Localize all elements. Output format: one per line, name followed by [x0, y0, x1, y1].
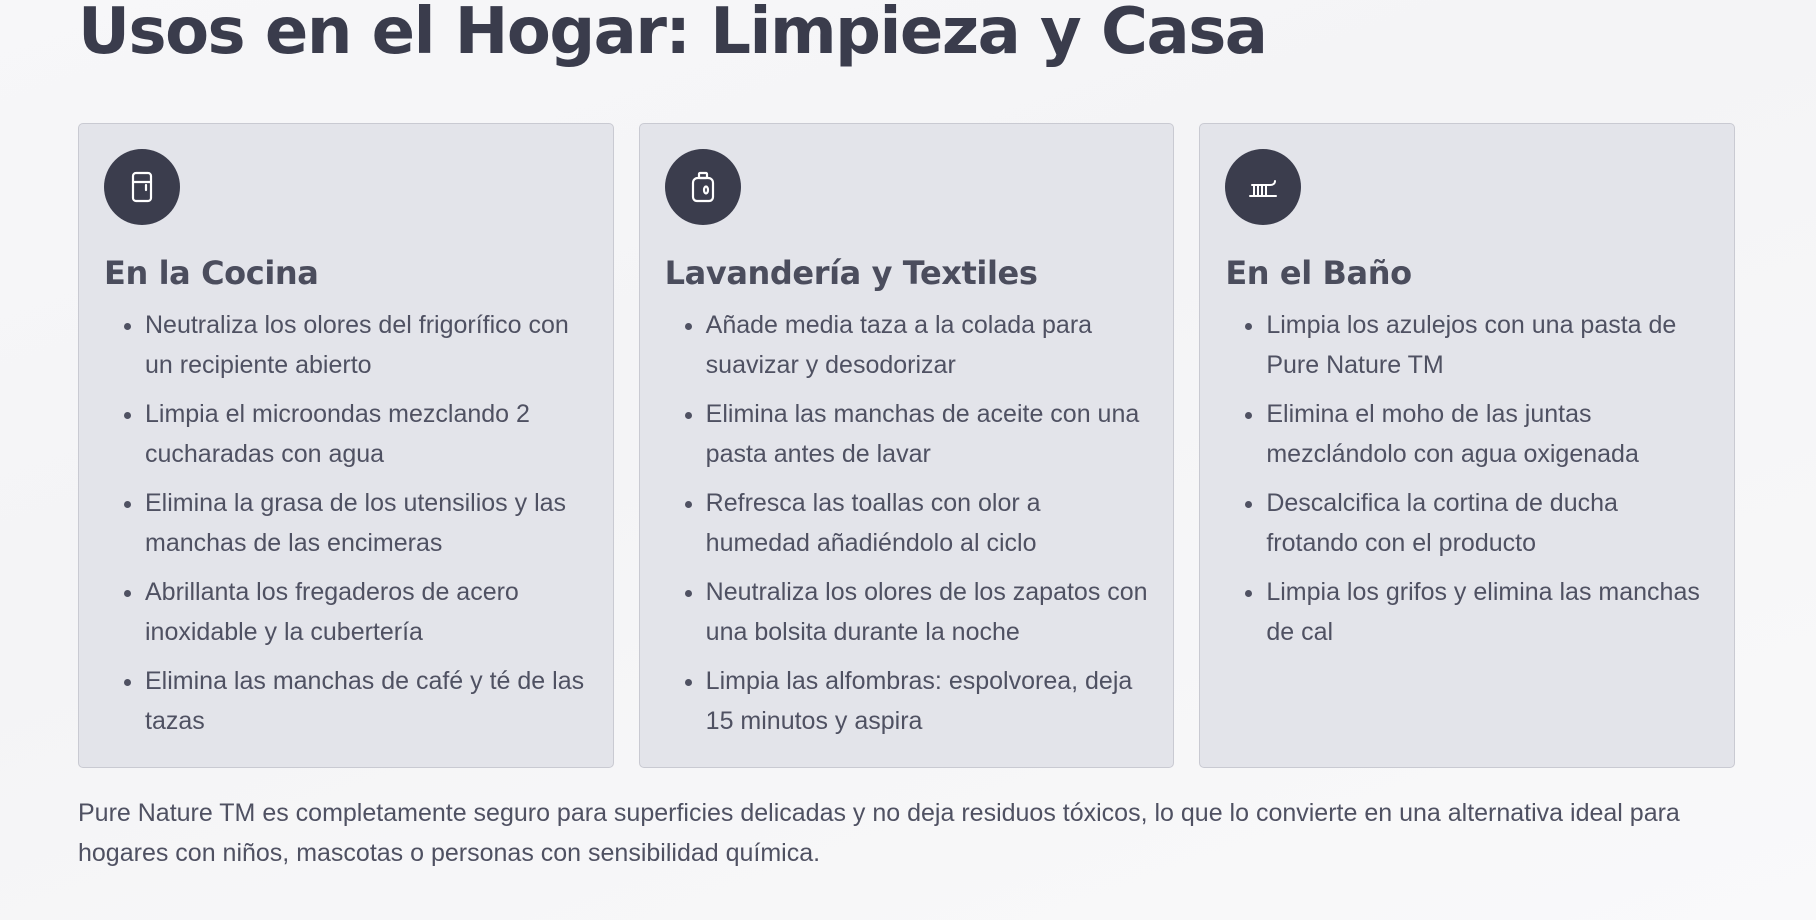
list-item: • Elimina las manchas de aceite con una pasta antes de lavar	[705, 394, 1149, 474]
card-list	[104, 305, 588, 741]
detergent-bottle-icon	[665, 149, 741, 225]
list-item: • Neutraliza los olores de los zapatos con una bolsita durante la noche	[705, 572, 1149, 652]
list-item: • Descalcifica la cortina de ducha frotando con el producto	[1265, 483, 1709, 563]
list-item: • Neutraliza los olores del frigorífico con un recipiente abierto	[144, 305, 588, 385]
card-laundry	[639, 123, 1175, 768]
list-item: • Refresca las toallas con olor a humedad añadiéndolo al ciclo	[705, 483, 1149, 563]
list-item: • Limpia el microondas mezclando 2 cucharadas con agua	[144, 394, 588, 474]
list-item: • Limpia los grifos y elimina las manchas de cal	[1265, 572, 1709, 652]
page-title: Usos en el Hogar: Limpieza y Casa	[78, 0, 1267, 69]
list-item: • Elimina el moho de las juntas mezclándolo con agua oxigenada	[1265, 394, 1709, 474]
list-item: • Añade media taza a la colada para suavizar y desodorizar	[705, 305, 1149, 385]
list-item: • Limpia las alfombras: espolvorea, deja 15 minutos y aspira	[705, 661, 1149, 741]
list-item: • Elimina la grasa de los utensilios y las manchas de las encimeras	[144, 483, 588, 563]
card-title: En la Cocina	[104, 254, 319, 292]
card-kitchen	[78, 123, 614, 768]
refrigerator-icon	[104, 149, 180, 225]
card-title: En el Baño	[1225, 254, 1412, 292]
list-item: • Elimina las manchas de café y té de las tazas	[144, 661, 588, 741]
toothbrush-icon	[1225, 149, 1301, 225]
footer-note: Pure Nature TM es completamente seguro para superficies delicadas y no deja residuos tóxicos, lo que lo convierte en una alternativa ideal para hogares con niños, mascotas o personas con sensibilidad química.	[78, 799, 1680, 867]
card-list	[1225, 305, 1709, 652]
list-item: • Abrillanta los fregaderos de acero inoxidable y la cubertería	[144, 572, 588, 652]
card-list	[665, 305, 1149, 741]
card-bathroom	[1199, 123, 1735, 768]
list-item: • Limpia los azulejos con una pasta de Pure Nature TM	[1265, 305, 1709, 385]
cards-row	[78, 123, 1735, 768]
card-title: Lavandería y Textiles	[664, 254, 1038, 292]
